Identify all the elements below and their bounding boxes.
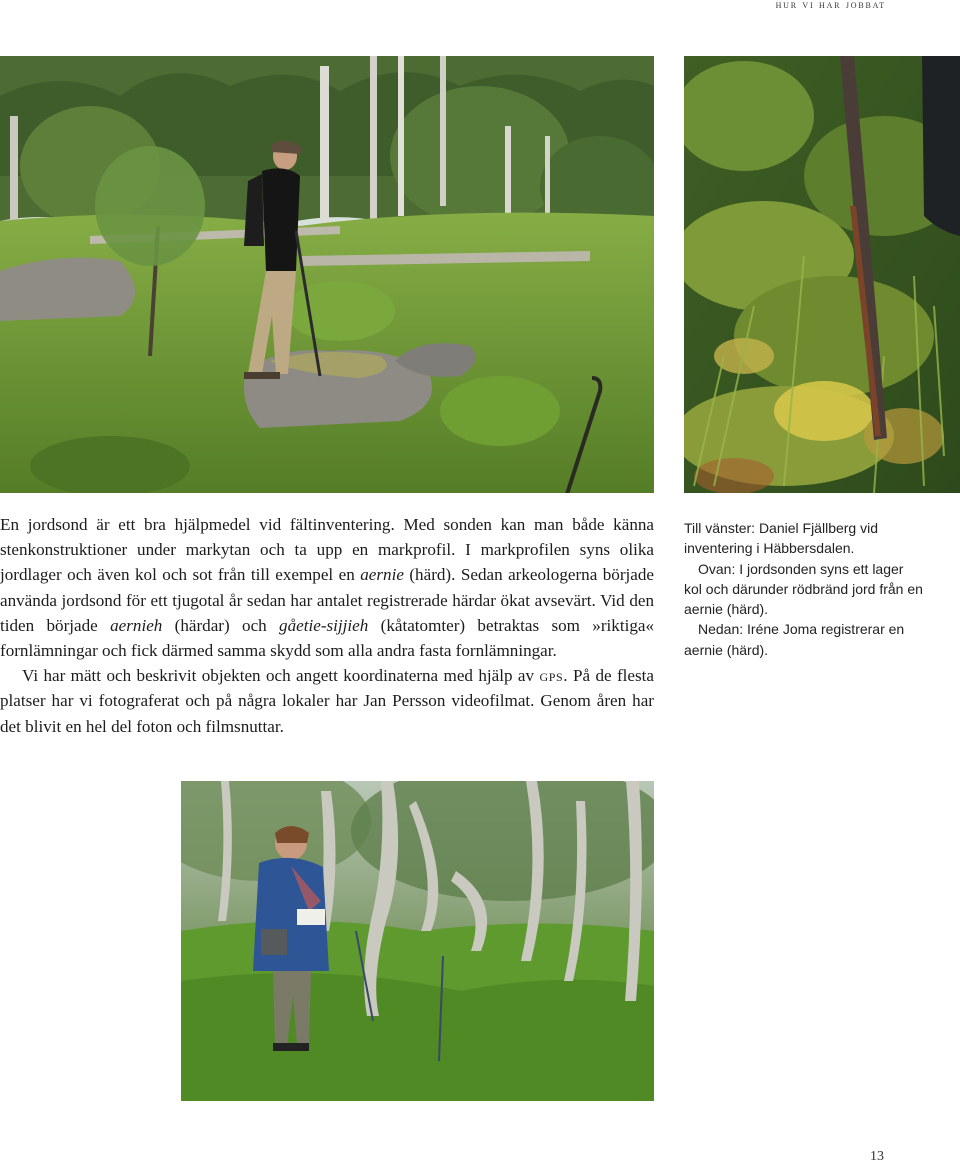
body-p1-text-2: (härd). Sedan arkeologerna började använda jordsond för ett tjugotal år sedan har antalet registrerade härdar ökat avsevärt. Vid den tiden började: [0, 565, 655, 635]
body-paragraph-2: [0, 663, 654, 739]
caption-below: Nedan: Iréne Joma registrerar en aernie (härd).: [684, 621, 905, 658]
body-p1-text-4: (kåtatomter) betraktas som »riktiga« fornlämningar och fick därmed samma skydd som alla andra fasta fornlämningar.: [0, 615, 655, 661]
photo-fieldwork-man: [0, 56, 654, 493]
page-number: 13: [870, 1149, 884, 1164]
caption-above: Ovan: I jordsonden syns ett lager kol och därunder rödbränd jord från en aernie (härd).: [684, 560, 923, 618]
body-p2-text-2: . På de flesta platser har vi fotograferat och på några lokaler har Jan Persson videofilmat. Genom åren har det blivit en hel del foton och filmsnuttar.: [0, 666, 654, 736]
body-p1-term-aernieh: aernieh: [110, 615, 163, 635]
photo-probe-closeup-image: [684, 56, 960, 493]
body-p1-text-1: En jordsond är ett bra hjälpmedel vid fältinventering. Med sonden kan man både känna stenkonstruktioner under markytan och ta upp en markprofil. I markprofilen syns olika jordlager och även kol och sot från till exempel en: [0, 515, 654, 585]
photo-fieldwork-woman: [181, 781, 654, 1101]
body-text: [0, 512, 654, 739]
photo-fieldwork-woman-image: [181, 781, 654, 1101]
photo-caption: [684, 518, 924, 660]
photo-fieldwork-man-image: [0, 56, 654, 493]
caption-left: Till vänster: Daniel Fjällberg vid inventering i Häbbersdalen.: [684, 520, 878, 557]
running-head: hur vi har jobbat: [775, 0, 886, 11]
body-p1-term-gaetie-sijjieh: gåetie-sijjieh: [279, 615, 369, 635]
body-p1-term-aernie: aernie: [360, 565, 404, 585]
body-paragraph-1: [0, 512, 654, 663]
body-p1-text-3: (härdar) och: [162, 615, 280, 635]
body-p2-gps: gps: [539, 666, 564, 686]
photo-probe-closeup: [684, 56, 960, 493]
body-p2-text-1: Vi har mätt och beskrivit objekten och angett koordinaterna med hjälp av: [22, 666, 540, 686]
